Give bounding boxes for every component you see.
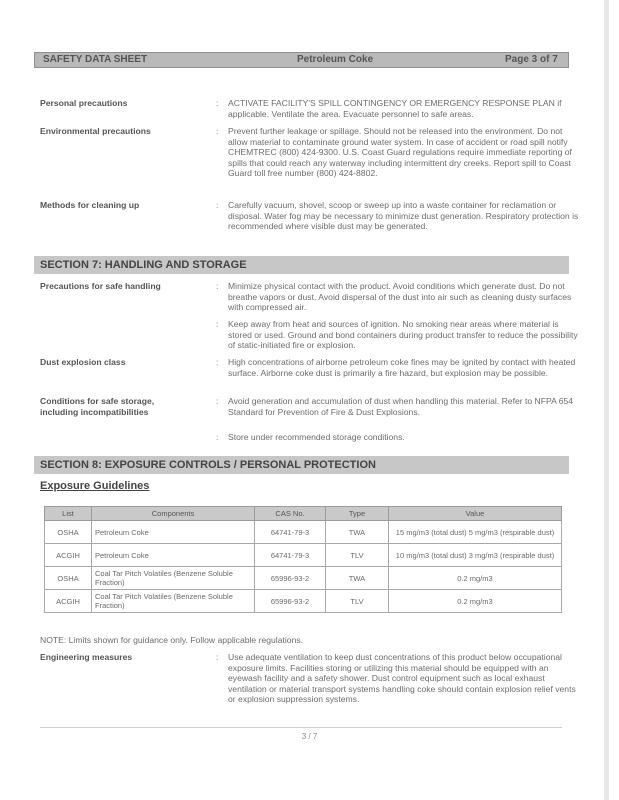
table-cell: Coal Tar Pitch Volatiles (Benzene Soluble Fraction) [92, 567, 255, 590]
table-cell: 65996-93-2 [255, 590, 326, 613]
table-cell: ACGIH [45, 544, 92, 567]
table-cell: Petroleum Coke [92, 544, 255, 567]
row-text: Avoid generation and accumulation of dust when handling this material. Refer to NFPA 654 Standard for Prevention of Fire & Dust Explosions. [228, 396, 574, 417]
exposure-guidelines-heading: Exposure Guidelines [40, 480, 150, 492]
table-row [45, 544, 562, 567]
table-row [45, 521, 562, 544]
row-text: High concentrations of airborne petroleum coke fines may be ignited by contact with heated surface. Airborne coke dust is primarily a fire hazard, but explosion may be possible. [228, 357, 576, 378]
row-colon: : [216, 652, 219, 662]
row-label: Precautions for safe handling [40, 281, 161, 291]
column-header: Components [92, 507, 255, 521]
exposure-table [44, 506, 562, 613]
row-label: Methods for cleaning up [40, 200, 140, 210]
table-cell: OSHA [45, 521, 92, 544]
product-name: Petroleum Coke [297, 54, 374, 65]
section-7-title: SECTION 7: HANDLING AND STORAGE [34, 256, 569, 274]
table-cell: TLV [326, 590, 389, 613]
table-cell: 0.2 mg/m3 [389, 590, 562, 613]
row-text: Keep away from heat and sources of ignition. No smoking near areas where material is stored or used. Ground and bond containers during product transfer to reduce the possibility of static-initiated fire or explosion. [228, 319, 578, 350]
table-cell: Coal Tar Pitch Volatiles (Benzene Soluble Fraction) [92, 590, 255, 613]
row-label: Personal precautions [40, 98, 128, 108]
row-text: ACTIVATE FACILITY'S SPILL CONTINGENCY OR EMERGENCY RESPONSE PLAN if applicable. Ventilate the area. Evacuate personnel to safe areas. [228, 98, 562, 119]
table-cell: TLV [326, 544, 389, 567]
row-colon: : [216, 200, 219, 210]
table-row [45, 590, 562, 613]
page-number: 3 / 7 [301, 732, 318, 741]
column-header: Value [389, 507, 562, 521]
row-label: Engineering measures [40, 652, 133, 662]
table-cell: ACGIH [45, 590, 92, 613]
table-cell: TWA [326, 567, 389, 590]
doc-label: SAFETY DATA SHEET [43, 54, 148, 65]
row-text: Minimize physical contact with the product. Avoid conditions which generate dust. Do not breathe vapors or dust. Avoid dispersal of the dust into air such as cleaning dusty surfaces with compressed air. [228, 281, 572, 312]
row-colon: : [216, 98, 219, 108]
table-cell: 15 mg/m3 (total dust) 5 mg/m3 (respirable dust) [389, 521, 562, 544]
table-cell: Petroleum Coke [92, 521, 255, 544]
row-colon: : [216, 357, 219, 367]
page-edge-shadow [604, 0, 609, 800]
table-cell: TWA [326, 521, 389, 544]
row-colon: : [216, 319, 219, 329]
footer-divider [40, 727, 562, 728]
row-text: Prevent further leakage or spillage. Should not be released into the environment. Do not allow material to contaminate ground water system. In case of accident or road spill notify CHEMTREC (800) 424-9300. U.S. Coast Guard regulations require immediate reporting of spills that could reach any waterway including intermittent dry creeks. Report spill to Coast Guard toll free number (800) 424-8802. [228, 126, 572, 178]
document-header [34, 52, 569, 68]
row-text: Carefully vacuum, shovel, scoop or sweep up into a waste container for reclamation or disposal. Water fog may be necessary to minimize dust generation. Respiratory protection is recommended where visible dust may be generated. [228, 200, 579, 231]
section-8-title: SECTION 8: EXPOSURE CONTROLS / PERSONAL PROTECTION [34, 456, 569, 474]
table-header-row [45, 507, 562, 521]
row-colon: : [216, 281, 219, 291]
row-text: Use adequate ventilation to keep dust concentrations of this product below occupational exposure limits. Facilities storing or utilizing this material should be equipped with an eyewash facility and a safety shower. Dust control equipment such as local exhaust ventilation or material transport systems handling coke should contain explosion relief vents or explosion suppression systems. [228, 652, 576, 704]
column-header: CAS No. [255, 507, 326, 521]
row-label: Conditions for safe storage, including incompatibilities [40, 396, 155, 417]
table-cell: OSHA [45, 567, 92, 590]
column-header: List [45, 507, 92, 521]
column-header: Type [326, 507, 389, 521]
table-cell: 64741-79-3 [255, 544, 326, 567]
row-label: Environmental precautions [40, 126, 151, 136]
row-label: Dust explosion class [40, 357, 126, 367]
row-text: Store under recommended storage conditions. [228, 432, 405, 442]
row-colon: : [216, 432, 219, 442]
exposure-note: NOTE: Limits shown for guidance only. Follow applicable regulations. [40, 635, 304, 645]
table-cell: 10 mg/m3 (total dust) 3 mg/m3 (respirable dust) [389, 544, 562, 567]
row-colon: : [216, 126, 219, 136]
table-cell: 0.2 mg/m3 [389, 567, 562, 590]
table-cell: 65996-93-2 [255, 567, 326, 590]
page-ref: Page 3 of 7 [505, 54, 558, 65]
table-cell: 64741-79-3 [255, 521, 326, 544]
table-row [45, 567, 562, 590]
row-colon: : [216, 396, 219, 406]
